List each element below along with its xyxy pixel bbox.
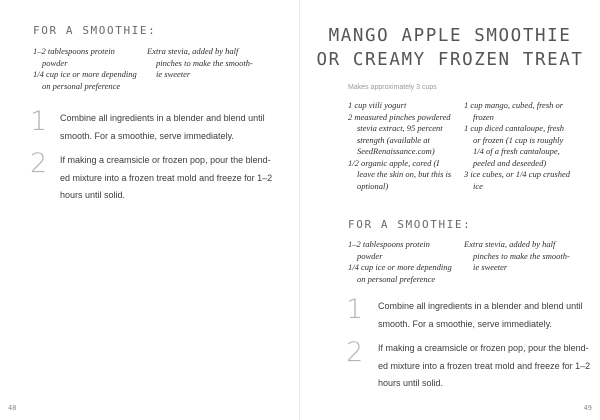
step-line: Combine all ingredients in a blender and blend until (60, 113, 265, 123)
right-smoothie-ingredients-col1 (348, 239, 466, 285)
ingredient-line: peeled and deseeded) (473, 157, 547, 168)
ingredient-line: 1–2 tablespoons protein (33, 46, 115, 56)
ingredient-line: 1/4 of a fresh cantaloupe, (473, 146, 560, 156)
page-number: 49 (583, 404, 592, 412)
ingredient-line: powder (357, 250, 383, 261)
ingredient-line: on personal preference (357, 273, 436, 284)
step-number: 1 (30, 106, 48, 137)
page-number: 48 (8, 404, 17, 412)
title-line: OR CREAMY FROZEN TREAT (316, 50, 584, 70)
step-line: smooth. For a smoothie, serve immediately. (60, 130, 234, 141)
step-line: If making a creamsicle or frozen pop, pour the blend- (378, 343, 589, 353)
step-line: ed mixture into a frozen treat mold and freeze for 1–2 (60, 172, 273, 183)
recipe-title (300, 24, 600, 72)
ingredient-line: ie sweeter (473, 262, 508, 272)
ingredient-line: 1 cup viili yogurt (348, 100, 407, 110)
step-text (378, 298, 583, 333)
step-text (60, 152, 272, 205)
left-smoothie-ingredients-col2 (147, 46, 272, 81)
ingredient-line: 1 cup diced cantaloupe, fresh (464, 123, 565, 133)
step-number: 1 (346, 294, 364, 325)
title-line: MANGO APPLE SMOOTHIE (328, 26, 572, 46)
ingredient-line: 1/4 cup ice or more depending (33, 69, 137, 79)
ingredient-line: 1 cup mango, cubed, fresh or (464, 100, 564, 110)
step-line: If making a creamsicle or frozen pop, pour the blend- (60, 155, 271, 165)
step-line: hours until solid. (60, 190, 126, 200)
ingredient-line: leave the skin on, but this is (357, 169, 452, 179)
step-line: Combine all ingredients in a blender and blend until (378, 301, 583, 311)
ingredient-line: pinches to make the smooth- (473, 250, 570, 261)
ingredient-line: frozen (473, 111, 494, 122)
ingredient-line: 3 ice cubes, or 1/4 cup crushed (464, 169, 570, 179)
ingredient-line: 1/2 organic apple, cored (I (348, 157, 440, 168)
ingredient-line: 1/4 cup ice or more depending (348, 262, 452, 272)
step-number: 2 (346, 337, 364, 368)
ingredient-line: powder (42, 57, 68, 68)
step-number: 2 (30, 148, 48, 179)
ingredient-line: stevia extract, 95 percent (357, 123, 443, 133)
ingredient-line: 2 measured pinches powdered (348, 111, 451, 122)
right-page (300, 0, 600, 420)
ingredient-line: optional) (357, 180, 389, 191)
recipe-yield: Makes approximately 3 cups (348, 84, 437, 91)
main-ingredients-col1 (348, 100, 466, 192)
ingredient-line: ice (473, 180, 483, 191)
ingredient-line: pinches to make the smooth- (156, 57, 253, 68)
step-line: smooth. For a smoothie, serve immediately. (378, 318, 552, 329)
ingredient-line: Extra stevia, added by half (464, 239, 556, 249)
ingredient-line: or frozen (1 cup is roughly (473, 134, 564, 145)
ingredient-line: 1–2 tablespoons protein (348, 239, 430, 249)
step-line: hours until solid. (378, 378, 444, 388)
ingredient-line: SeedRenaissance.com) (357, 146, 435, 156)
step-text (378, 340, 590, 393)
step-line: ed mixture into a frozen treat mold and freeze for 1–2 (378, 360, 591, 371)
ingredient-line: on personal preference (42, 80, 121, 91)
ingredient-line: Extra stevia, added by half (147, 46, 239, 56)
left-smoothie-ingredients-col1 (33, 46, 148, 92)
left-smoothie-heading: FOR A SMOOTHIE: (33, 24, 157, 37)
right-smoothie-heading: FOR A SMOOTHIE: (348, 218, 472, 231)
step-text (60, 110, 265, 145)
ingredient-line: strength (available at (357, 134, 430, 145)
main-ingredients-col2 (464, 100, 589, 192)
right-smoothie-ingredients-col2 (464, 239, 589, 274)
ingredient-line: ie sweeter (156, 69, 191, 79)
